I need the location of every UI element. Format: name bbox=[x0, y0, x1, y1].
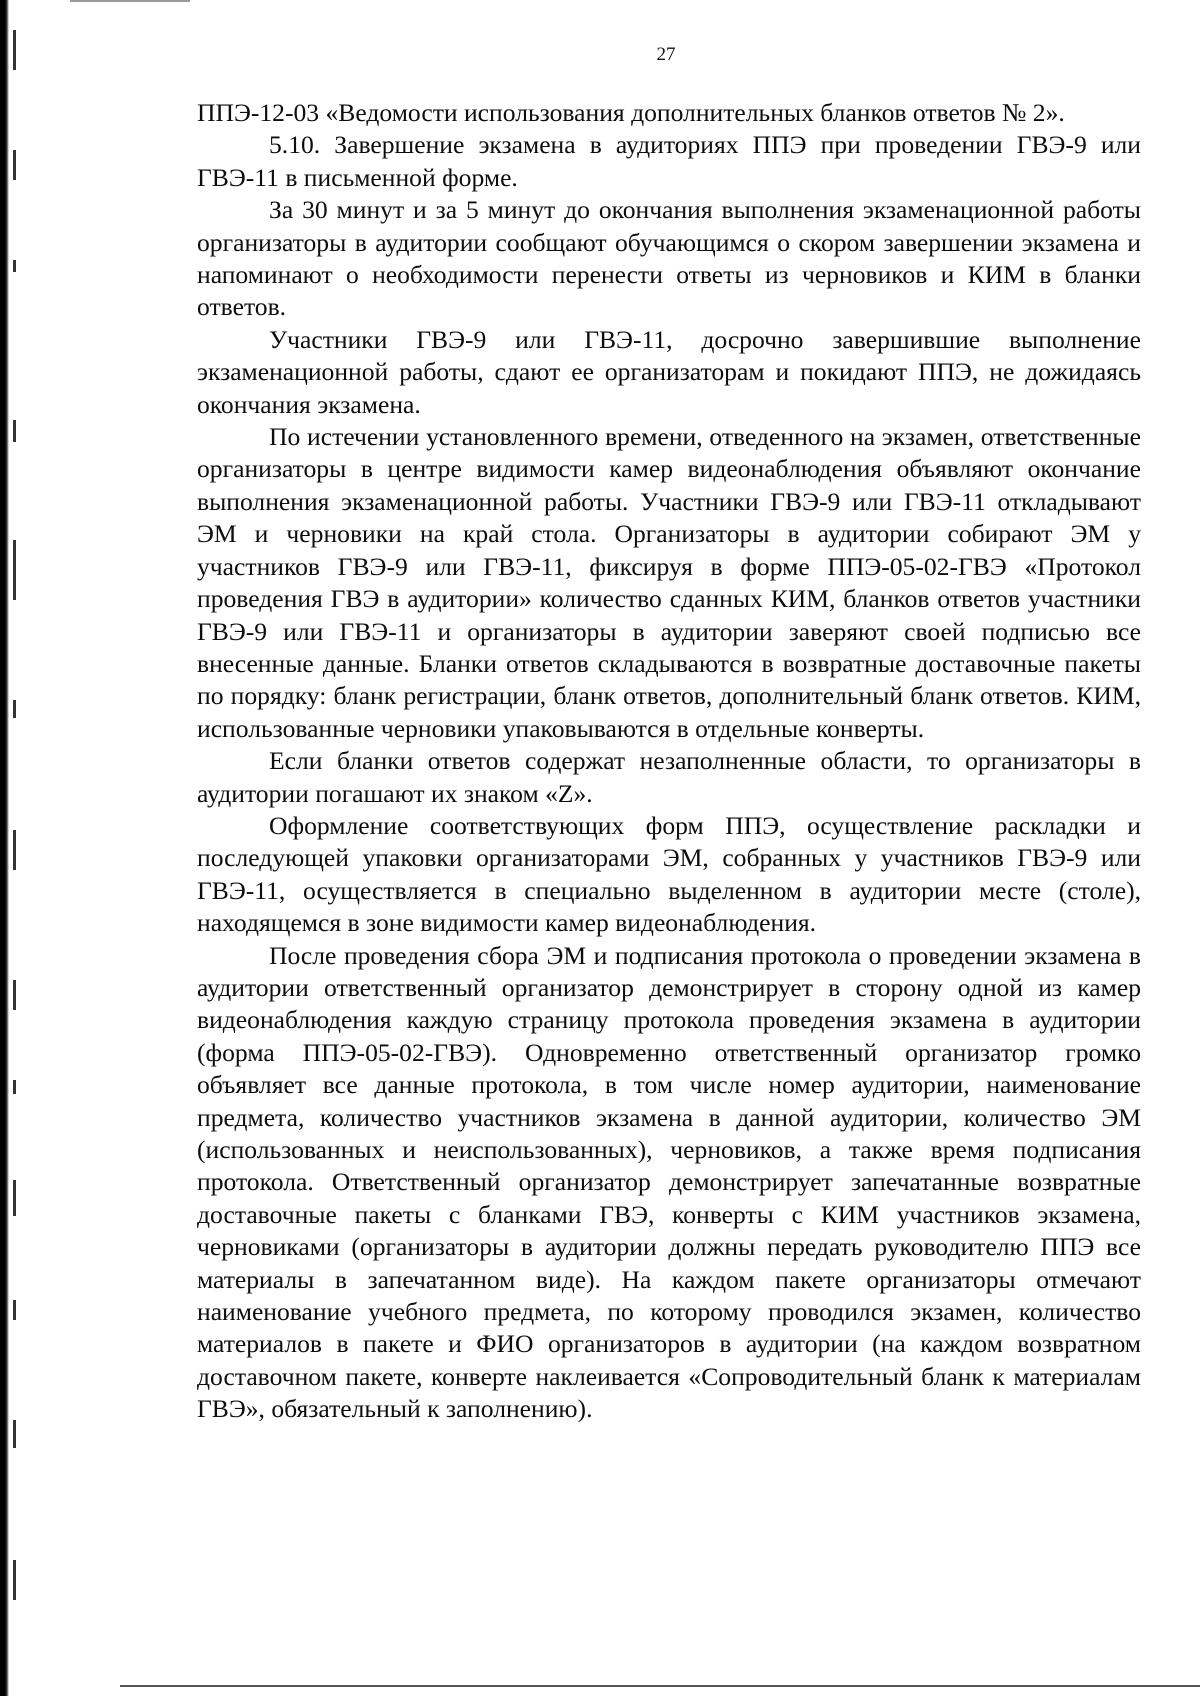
document-body bbox=[197, 97, 1141, 1426]
paragraph-5: По истечении установленного времени, отведенного на экзамен, ответственные организаторы в центре видимости камер видеонаблюдения объявляют окончание выполнения экзаменационной работы. Участники ГВЭ-9 или ГВЭ-11 откладывают ЭМ и черновики на край стола. Организаторы в аудитории собирают ЭМ у участников ГВЭ-9 или ГВЭ-11, фиксируя в форме ППЭ-05-02-ГВЭ «Протокол проведения ГВЭ в аудитории» количество сданных КИМ, бланков ответов участники ГВЭ-9 или ГВЭ-11 и организаторы в аудитории заверяют своей подписью все внесенные данные. Бланки ответов складываются в возвратные доставочные пакеты по порядку: бланк регистрации, бланк ответов, дополнительный бланк ответов. КИМ, использованные черновики упаковываются в отдельные конверты. bbox=[197, 422, 1141, 743]
paragraph-2-section-heading: 5.10. Завершение экзамена в аудиториях ППЭ при проведении ГВЭ-9 или ГВЭ-11 в письменной форме. bbox=[197, 130, 1141, 192]
paragraph-7: Оформление соответствующих форм ППЭ, осуществление раскладки и последующей упаковки организаторами ЭМ, собранных у участников ГВЭ-9 или ГВЭ-11, осуществляется в специально выделенном в аудитории месте (столе), находящемся в зоне видимости камер видеонаблюдения. bbox=[197, 810, 1141, 938]
scan-bottom-rule bbox=[120, 1685, 1200, 1687]
paragraph-1: ППЭ-12-03 «Ведомости использования дополнительных бланков ответов № 2». bbox=[197, 98, 1065, 127]
paragraph-4: Участники ГВЭ-9 или ГВЭ-11, досрочно завершившие выполнение экзаменационной работы, сдают ее организаторам и покидают ППЭ, не дожидаясь окончания экзамена. bbox=[197, 324, 1141, 419]
page-number: 27 bbox=[656, 44, 676, 65]
paragraph-3: За 30 минут и за 5 минут до окончания выполнения экзаменационной работы организаторы в аудитории сообщают обучающимся о скором завершении экзамена и напоминают о необходимости перенести ответы из черновиков и КИМ в бланки ответов. bbox=[197, 195, 1141, 322]
scan-edge-marks bbox=[10, 0, 22, 1696]
paragraph-6: Если бланки ответов содержат незаполненные области, то организаторы в аудитории погашают их знаком «Z». bbox=[197, 746, 1141, 808]
paragraph-8: После проведения сбора ЭМ и подписания протокола о проведении экзамена в аудитории ответственный организатор демонстрирует в сторону одной из камер видеонаблюдения каждую страницу протокола проведения экзамена в аудитории (форма ППЭ-05-02-ГВЭ). Одновременно ответственный организатор громко объявляет все данные протокола, в том числе номер аудитории, наименование предмета, количество участников экзамена в данной аудитории, количество ЭМ (использованных и неиспользованных), черновиков, а также время подписания протокола. Ответственный организатор демонстрирует запечатанные возвратные доставочные пакеты с бланками ГВЭ, конверты с КИМ участников экзамена, черновиками (организаторы в аудитории должны передать руководителю ППЭ все материалы в запечатанном виде). На каждом пакете организаторы отмечают наименование учебного предмета, по которому проводился экзамен, количество материалов в пакете и ФИО организаторов в аудитории (на каждом возвратном доставочном пакете, конверте наклеивается «Сопроводительный бланк к материалам ГВЭ», обязательный к заполнению). bbox=[197, 940, 1141, 1424]
scan-left-edge bbox=[0, 0, 9, 1696]
scan-top-rule bbox=[70, 0, 190, 2]
